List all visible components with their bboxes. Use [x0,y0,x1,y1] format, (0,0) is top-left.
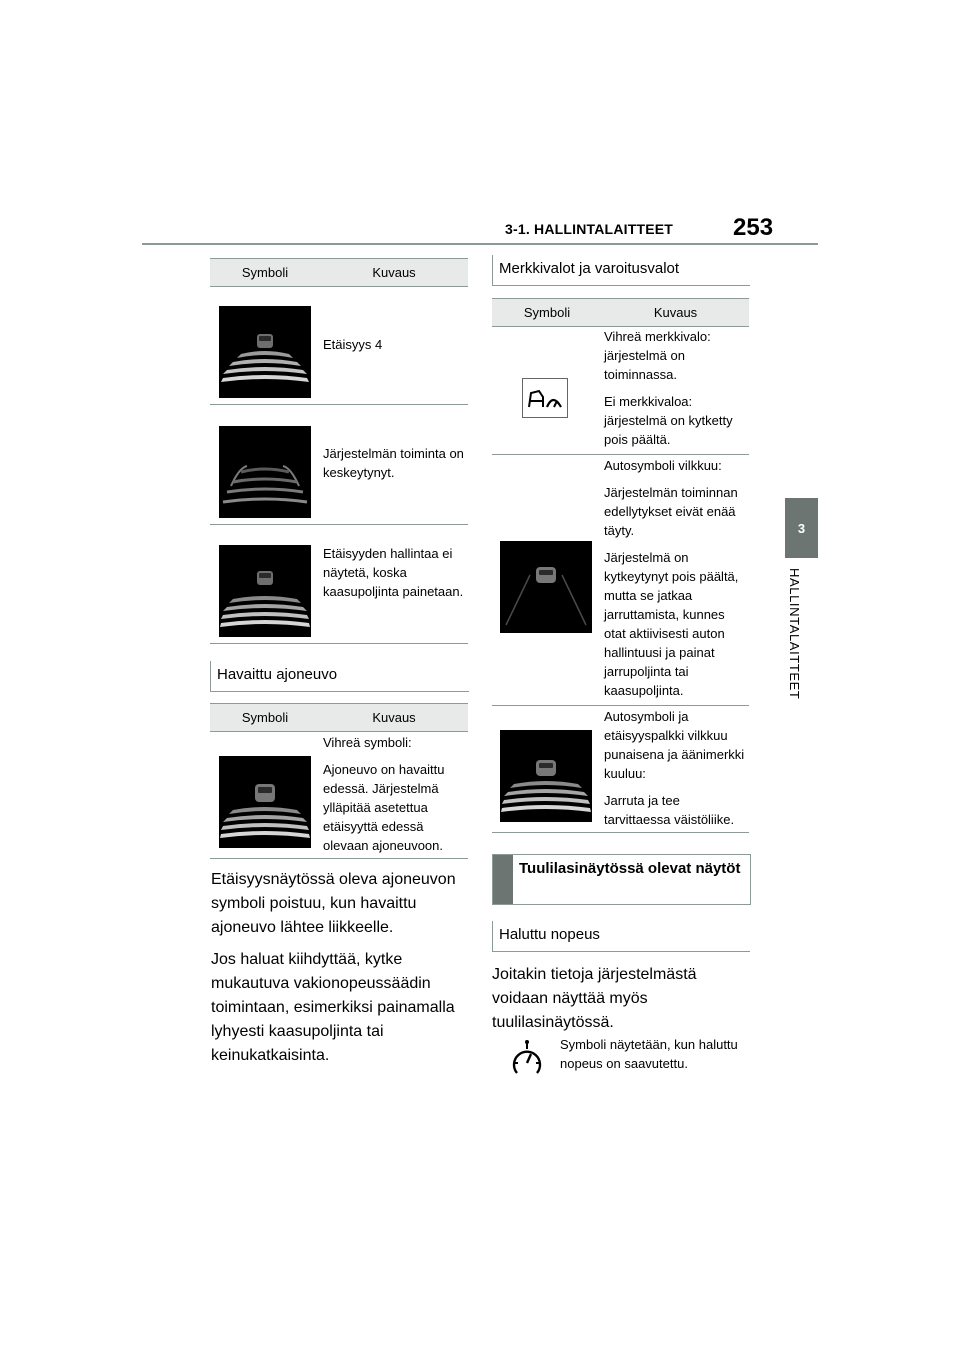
description-column-header: Kuvaus [372,710,416,725]
symbol-column-header: Symboli [241,710,289,725]
row-description [604,327,748,457]
row-description: Etäisyys 4 [323,337,383,352]
row-divider [210,643,468,644]
chapter-tab: 3 [785,498,818,558]
row-divider [492,454,749,455]
description-paragraph: Järjestelmä on kytkeytynyt pois päältä, mutta se jatkaa jarruttamista, kunnes otat aktiivisesti auton hallintuusi ja painat jarrupoljinta tai kaasupoljinta. [604,550,739,698]
description-column-header: Kuvaus [372,265,416,280]
description-paragraph: Järjestelmän toiminnan edellytykset eivät enää täyty. [604,485,738,538]
description-column-header: Kuvaus [653,305,698,320]
description-paragraph: Autosymboli ja etäisyyspalkki vilkkuu punaisena ja äänimerkki kuuluu: [604,709,745,781]
speedometer-description: Symboli näytetään, kun haluttu nopeus on saavutettu. [560,1037,738,1071]
car-symbol-flashing-graphic [500,541,592,633]
row-description [604,456,748,708]
description-paragraph: Ajoneuvo on havaittu edessä. Järjestelmä ylläpitää asetettua etäisyyttä edessä olevaan ajoneuvoon. [323,762,445,853]
chapter-label [780,568,820,718]
table-header [210,258,468,287]
detected-vehicle-graphic [219,756,311,848]
table-header [492,298,749,327]
chapter-label-text: HALLINTALAITTEET [787,568,802,700]
page-number: 253 [733,214,774,241]
indicators-heading: Merkkivalot ja varoitusvalot [492,255,750,286]
windshield-heading [492,854,751,905]
header-divider [142,243,818,245]
row-description: Etäisyyden hallintaa ei näytetä, koska kaasupoljinta painetaan. [323,546,464,599]
row-divider [210,404,468,405]
detected-vehicle-heading: Havaittu ajoneuvo [210,661,469,692]
row-description [323,733,465,863]
description-paragraph: Autosymboli vilkkuu: [604,458,722,473]
description-paragraph: Vihreä merkkivalo: järjestelmä on toiminnassa. [604,329,711,382]
body-paragraph: Etäisyysnäytössä oleva ajoneuvon symboli poistuu, kun havaittu ajoneuvo lähtee liikkeelle. [211,871,456,936]
speedometer-icon [509,1039,545,1079]
desired-speed-heading: Haluttu nopeus [492,921,750,952]
distance-4-graphic [219,306,311,398]
system-interrupted-graphic [219,426,311,518]
car-and-distance-bar-flashing-graphic [500,730,592,822]
table-header [210,703,468,732]
row-description [604,707,748,837]
row-divider [492,832,749,833]
body-paragraph: Jos haluat kiihdyttää, kytke mukautuva vakionopeussäädin toimintaan, esimerkiksi painamalla lyhyesti kaasupoljinta tai keinukatkaisinta. [211,951,455,1064]
desired-speed-body: Joitakin tietoja järjestelmästä voidaan näyttää myös tuulilasinäytössä. [492,966,697,1031]
windshield-heading-text: Tuulilasinäytössä olevat näytöt [519,860,741,877]
row-divider [492,705,749,706]
row-divider [210,858,468,859]
description-paragraph: Vihreä symboli: [323,735,412,750]
heading-bar [493,855,513,904]
distance-control-hidden-graphic [219,545,311,637]
symbol-column-header: Symboli [241,265,289,280]
description-paragraph: Jarruta ja tee tarvittaessa väistöliike. [604,793,735,827]
symbol-column-header: Symboli [523,305,571,320]
row-divider [210,524,468,525]
description-paragraph: Ei merkkivaloa: järjestelmä on kytketty pois päältä. [604,394,733,447]
row-description: Järjestelmän toiminta on keskeytynyt. [323,446,464,480]
section-title: 3-1. HALLINTALAITTEET [505,221,674,237]
cruise-control-indicator-icon [522,378,568,418]
body-text [211,868,467,1076]
